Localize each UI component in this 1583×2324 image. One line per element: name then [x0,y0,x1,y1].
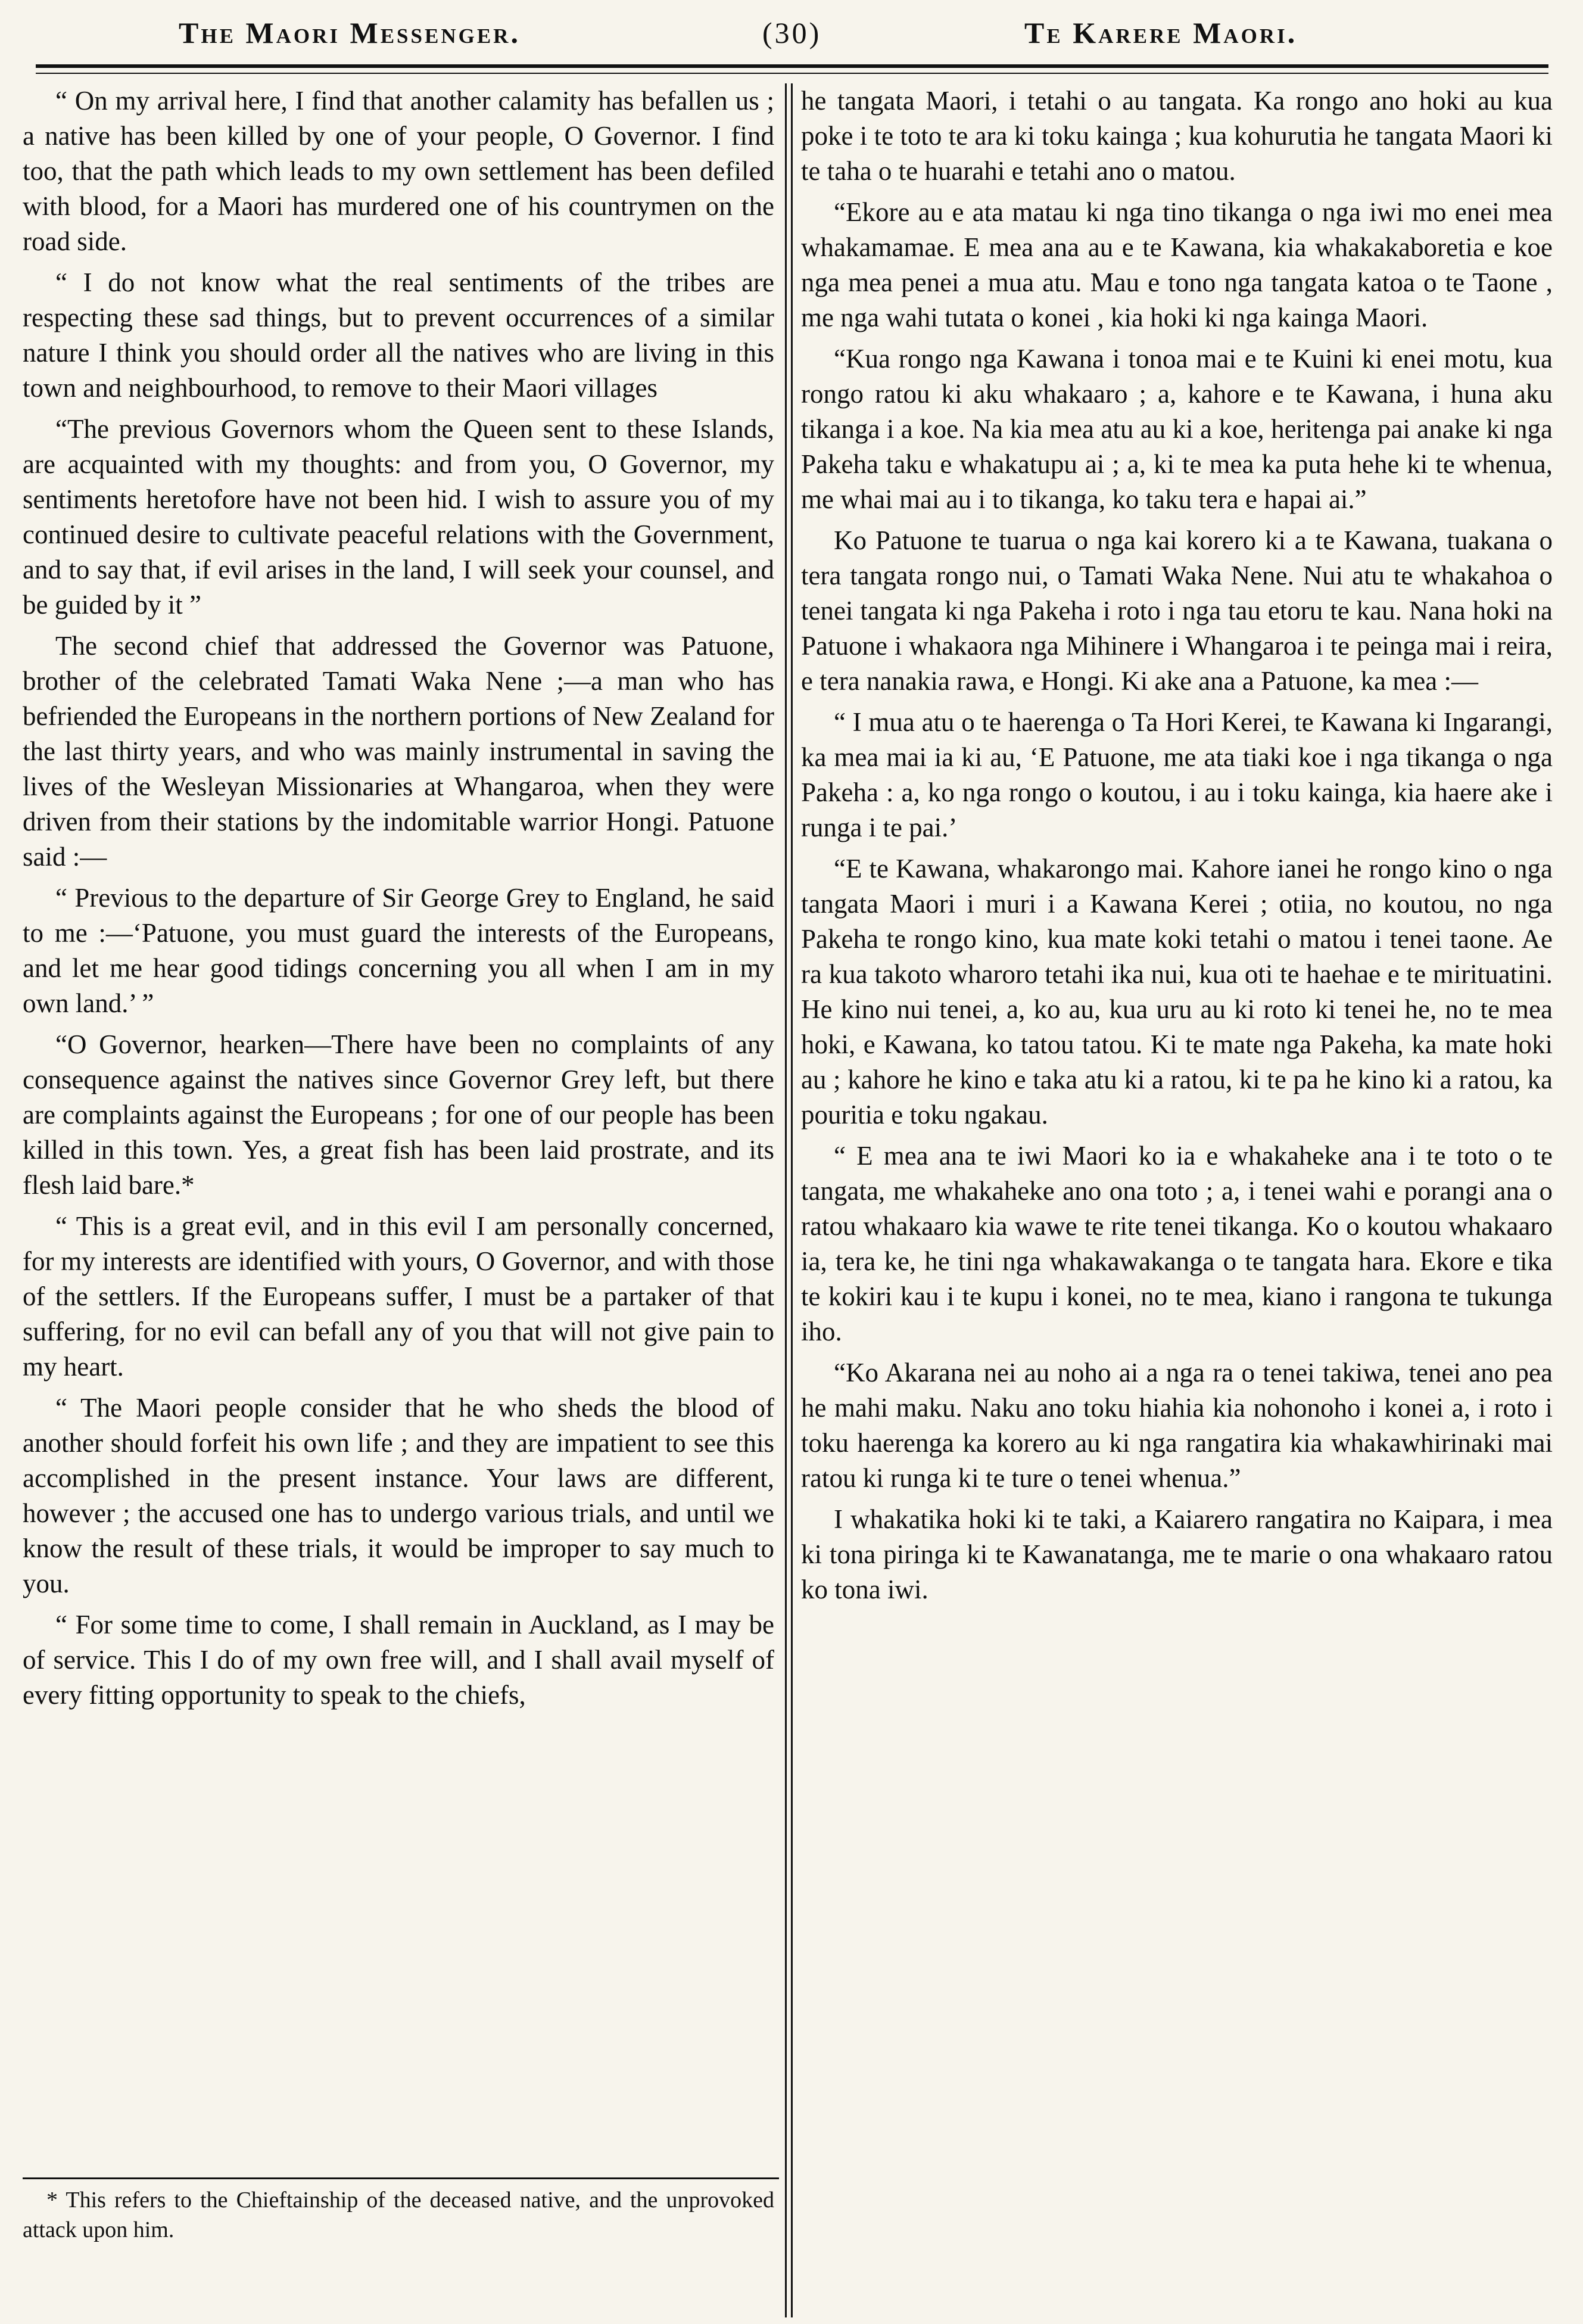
english-paragraph: “The previous Governors whom the Queen sent to these Islands, are acquainted with my thoughts: and from you, O Governor, my sentiments heretofore have not been hid. I wish to assure you of my continued desire to cultivate peaceful relations with the Government, and to say that, if evil arises in the land, I will seek your counsel, and be guided by it ” [23,414,774,620]
english-column [23,83,774,1719]
maori-paragraph: I whakatika hoki ki te taki, a Kaiarero rangatira no Kaipara, i mea ki tona piringa ki te Kawanatanga, me te marie o ona whakaaro ratou ko tona iwi. [801,1504,1553,1604]
header-thick-rule [36,64,1548,68]
english-paragraph: The second chief that addressed the Governor was Patuone, brother of the celebrated Tamati Waka Nene ;—a man who has befriended the Europeans in the northern portions of New Zealand for the last thirty years, and who was mainly instrumental in saving the lives of the Wesleyan Missionaries at Whangaroa, when they were driven from their stations by the indomitable warrior Hongi. Patuone said :— [23,631,774,872]
english-paragraph: “O Governor, hearken—There have been no complaints of any consequence against the natives since Governor Grey left, but there are complaints against the Europeans ; for one of our people has been killed in this town. Yes, a great fish has been laid prostrate, and its flesh laid bare.* [23,1029,774,1200]
maori-paragraph: “Ko Akarana nei au noho ai a nga ra o tenei takiwa, tenei ano pea he mahi maku. Naku ano toku hiahia kia nohonoho i konei a, i roto i toku haerenga ka korero au ki nga rangatira kia whakawhirinaki mai ratou ki runga ki te ture o tenei whenua.” [801,1358,1553,1493]
page-number: (30) [762,16,822,49]
maori-paragraph: “Ekore au e ata matau ki nga tino tikanga o nga iwi mo enei mea whakamamae. E mea ana au e te Kawana, kia whakakaboretia e koe nga mea penei a mua atu. Mau e tono nga tangata katoa o te Taone , me nga wahi tutata o konei , kia hoki ki nga kainga Maori. [801,197,1553,332]
english-paragraph: “ Previous to the departure of Sir George Grey to England, he said to me :—‘Patuone, you must guard the interests of the Europeans, and let me hear good tidings concerning you all when I am in my own land.’ ” [23,883,774,1018]
english-paragraph: “ On my arrival here, I find that another calamity has befallen us ; a native has been killed by one of your people, O Governor. I find too, that the path which leads to my own settlement has been defiled with blood, for a Maori has murdered one of his countrymen on the road side. [23,86,774,256]
maori-paragraph: “ I mua atu o te haerenga o Ta Hori Kerei, te Kawana ki Ingarangi, ka mea mai ia ki au, ‘E Patuone, me ata tiaki koe i nga tikanga o nga Pakeha : a, ko nga rongo o koutou, i au i toku kainga, kia haere ake i runga i te pai.’ [801,707,1553,842]
page-header [0,11,1583,64]
maori-column [801,83,1553,1613]
maori-paragraph: “ E mea ana te iwi Maori ko ia e whakaheke ana i te toto o te tangata, me whakaheke ano ona toto ; a, i tenei wahi e porangi ana o ratou whakaaro kia wawe te rite tenei tikanga. Ko o koutou whakaaro ia, tera ke, he tini nga whakawakanga o te tangata hara. Ekore e tika te kokiri kau i te kupu i konei, no te mea, kiano i rangona te tukunga iho. [801,1141,1553,1346]
footnote-rule [23,2177,779,2179]
maori-paragraph: “E te Kawana, whakarongo mai. Kahore ianei he rongo kino o nga tangata Maori i muri i a Kawana Kerei ; otiia, no koutou, no nga Pakeha te rongo kino, kua mate koki tetahi o matou i tenei taone. Ae ra kua takoto wharoro tetahi ika nui, kua oti te haehae e te mirituatini. He kino nui tenei, a, ko au, kua uru au ki roto ki tenei he, no te mea hoki, e Kawana, ko tatou tatou. Ki te mate nga Pakeha, ka mate hoki au ; kahore he kino e taka atu ki a ratou, ki te pa he kino ki a ratou, ka pouritia e toku ngakau. [801,854,1553,1130]
footnote-text: * This refers to the Chieftainship of the deceased native, and the unprovoked attack upon him. [23,2188,774,2242]
maori-paragraph: he tangata Maori, i tetahi o au tangata. Ka rongo ano hoki au kua poke i te toto te ara ki toku kainga ; kua kohurutia he tangata Maori ki te taha o te huarahi e tetahi ano o matou. [801,86,1553,186]
english-paragraph: “ I do not know what the real sentiments of the tribes are respecting these sad things, but to prevent occurrences of a similar nature I think you should order all the natives who are living in this town and neighbourhood, to remove to their Maori villages [23,267,774,403]
maori-paragraph: “Kua rongo nga Kawana i tonoa mai e te Kuini ki enei motu, kua rongo ratou ki aku whakaaro ; a, kahore e te Kawana, i huna aku tikanga i a koe. Na kia mea atu au ki a koe, heritenga pai anake ki nga Pakeha taku e whakatupu ai ; a, ki te mea ka puta hehe ki te whenua, me whai mai au i to tikanga, ko taku tera e hapai ai.” [801,344,1553,514]
column-divider [785,83,787,2317]
english-paragraph: “ For some time to come, I shall remain in Auckland, as I may be of service. This I do of my own free will, and I shall avail myself of every fitting opportunity to speak to the chiefs, [23,1610,774,1710]
english-paragraph: “ This is a great evil, and in this evil I am personally concerned, for my interests are identified with yours, O Governor, and with those of the settlers. If the Europeans suffer, I must be a partaker of that suffering, for no evil can befall any of you that will not give pain to my heart. [23,1211,774,1382]
footnote [23,2185,774,2245]
maori-paragraph: Ko Patuone te tuarua o nga kai korero ki a te Kawana, tuakana o tera tangata rongo nui, o Tamati Waka Nene. Nui atu te whakahoa o tenei tangata ki nga Pakeha i roto i nga tau etoru te kau. Nana hoki na Patuone i whakaora nga Mihinere i Whangaroa i te peinga mai i reira, e tera nanakia rawa, e Hongi. Ki ake ana a Patuone, ka mea :— [801,525,1553,696]
header-thin-rule [36,73,1548,74]
english-paragraph: “ The Maori people consider that he who sheds the blood of another should forfeit his own life ; and they are impatient to see this accomplished in the present instance. Your laws are different, however ; the accused one has to undergo various trials, and until we know the result of these trials, it would be improper to say much to you. [23,1393,774,1598]
column-divider [791,83,793,2317]
english-masthead: The Maori Messenger. [179,16,521,49]
maori-masthead: Te Karere Maori. [1024,16,1298,49]
